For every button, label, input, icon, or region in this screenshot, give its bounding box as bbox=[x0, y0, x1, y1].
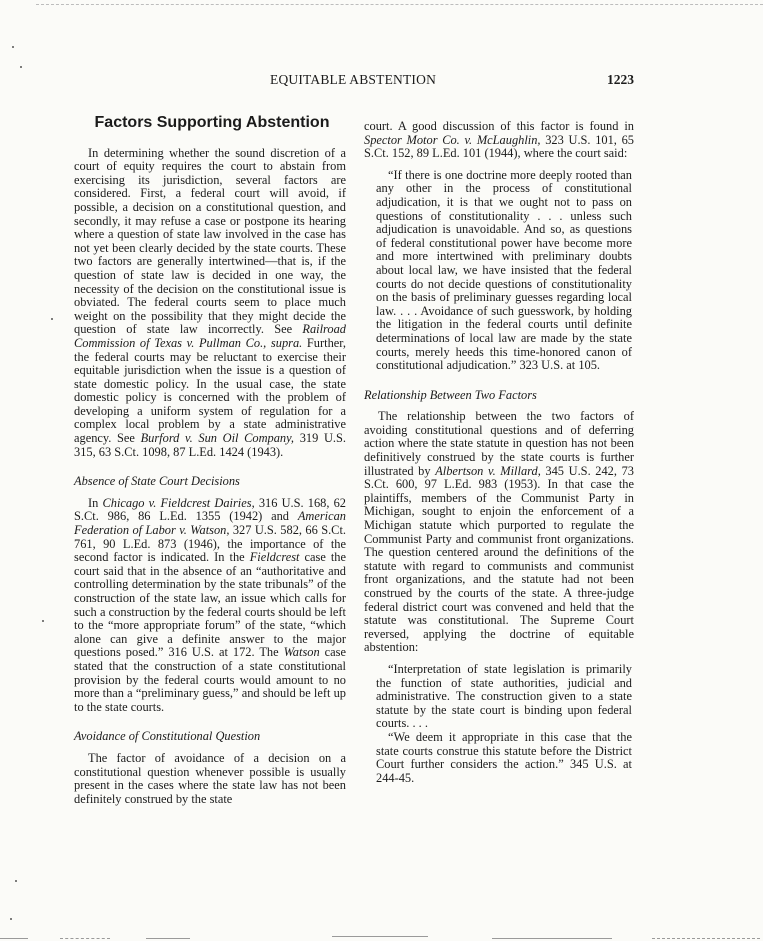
text: In bbox=[88, 495, 103, 510]
paragraph-relationship bbox=[364, 410, 634, 655]
right-column bbox=[364, 120, 634, 785]
block-quote-albertson-continued: “We deem it appropriate in this case that the state courts construe this statute before the District Court further considers the action.” 345 U.S. at 244-45. bbox=[376, 729, 632, 785]
text: The relationship between the two factors of avoiding constitutional questions and of deferring action where the state statute in question has not been definitively construed by the state courts is further illustrated by bbox=[364, 409, 634, 478]
text: 316 U.S. 168, 62 S.Ct. 986, 86 L.Ed. 1355 (1942) and bbox=[74, 495, 346, 524]
text: 319 U.S. 315, 63 S.Ct. 1098, 87 L.Ed. 1424 (1943). bbox=[74, 431, 346, 459]
scan-edge-line bbox=[492, 938, 612, 939]
scan-edge-line bbox=[146, 938, 190, 939]
case-citation: Albertson v. Millard, bbox=[435, 463, 541, 478]
running-head bbox=[74, 72, 634, 92]
page-number: 1223 bbox=[607, 72, 634, 87]
text: Further, the federal courts may be reluctant to exercise their equitable jurisdiction when the issue is a question of state domestic policy. In the usual case, the state domestic policy is concerned with the problem of developing a uniform system of regulation for a complex local problem by a state administrative agency. See bbox=[74, 335, 346, 446]
case-citation: Spector Motor Co. v. McLaughlin, bbox=[364, 132, 541, 147]
text: case the court said that in the absence of an “authoritative and controlling determination by the state tribunals” of the construction of the state law, an issue which calls for such a construction by the federal courts should be left to the “more appropriate forum” of the state, “which alone can give a definite answer to the major questions posed.” 316 U.S. at 172. The bbox=[74, 550, 346, 660]
case-citation: Burford v. Sun Oil Company, bbox=[140, 431, 295, 446]
paragraph-factors bbox=[74, 147, 346, 460]
text: 323 U.S. 101, 65 S.Ct. 152, 89 L.Ed. 101 (1944), where the court said: bbox=[364, 132, 634, 161]
scan-mark bbox=[12, 46, 14, 48]
case-citation: Watson bbox=[283, 645, 320, 660]
text: case stated that the construction of a state constitutional provision by the federal courts would amount to no more than a “preliminary guess,” and should be left up to the state courts. bbox=[74, 645, 346, 714]
subheading-relationship-between-two-factors: Relationship Between Two Factors bbox=[364, 387, 537, 402]
scan-edge-dots bbox=[36, 4, 763, 5]
scan-mark bbox=[51, 318, 53, 320]
text: court. A good discussion of this factor is found in bbox=[364, 119, 634, 133]
text: 327 U.S. 582, 66 S.Ct. 761, 90 L.Ed. 873 (1946), the importance of the second factor is indicated. In the bbox=[74, 523, 346, 565]
scan-edge-line bbox=[652, 938, 760, 939]
case-citation: Fieldcrest bbox=[249, 550, 300, 565]
left-column bbox=[74, 116, 346, 806]
case-citation: Railroad Commission of Texas v. Pullman Co., supra. bbox=[74, 322, 346, 350]
scan-mark bbox=[10, 918, 12, 920]
text: In determining whether the sound discretion of a court of equity requires the court to abstain from exercising its jurisdiction, several factors are considered. First, a federal court will avoid, if possible, a decision on a constitutional question, and secondly, it may refuse a case or postpone its hearing where a question of state law involved in the case has not yet been clearly decided by the state courts. These two factors are generally intertwined—that is, if the question of state law is decided in one way, the necessity of the decision on the constitutional issue is obviated. The federal courts seem to place much weight on the possibility that they might decide the question of state law incorrectly. See bbox=[74, 145, 346, 337]
scan-edge-line bbox=[0, 938, 28, 939]
scan-mark bbox=[42, 620, 44, 622]
subheading-avoidance-of-constitutional-question: Avoidance of Constitutional Question bbox=[74, 729, 261, 744]
scan-edge-line bbox=[60, 938, 110, 939]
scan-mark bbox=[15, 880, 17, 882]
scan-edge-line bbox=[332, 936, 428, 937]
block-quote-albertson: “Interpretation of state legislation is primarily the function of state authorities, judicial and administrative. The construction given to a state statute by the state court is binding upon federal courts. . . . bbox=[376, 661, 632, 731]
paragraph-absence bbox=[74, 497, 346, 715]
paragraph-continuation bbox=[364, 120, 634, 161]
paragraph-avoidance: The factor of avoidance of a decision on a constitutional question whenever possible is usually present in the cases where the state law has not been definitely construed by the state bbox=[74, 750, 346, 806]
running-head-title: EQUITABLE ABSTENTION bbox=[270, 72, 437, 87]
section-heading: Factors Supporting Abstention bbox=[94, 114, 330, 131]
block-quote-spector: “If there is one doctrine more deeply rooted than any other in the process of constitutional adjudication, it is that we ought not to pass on questions of constitutionality . . . unless such adjudication is unavoidable. And so, as questions of federal constitutional power have become more and more intertwined with preliminary doubts about local law, we have insisted that the federal courts do not decide questions of constitutionality on the basis of preliminary guesses regarding local law. . . . Avoidance of such guesswork, by holding the litigation in the federal courts until definite determinations of local law are made by the state courts, merely heeds this time-honored canon of constitutional adjudication.” 323 U.S. at 105. bbox=[376, 167, 632, 373]
case-citation: Chicago v. Fieldcrest Dairies, bbox=[102, 495, 255, 510]
case-citation: American Federation of Labor v. Watson, bbox=[74, 509, 346, 538]
text: 345 U.S. 242, 73 S.Ct. 600, 97 L.Ed. 983 (1953). In that case the plaintiffs, members of the Communist Party in Michigan, sought to enjoin the enforcement of a Michigan statute which purported to regulate the Communist Party and communist front organizations. The question centered around the definitions of the statute with regard to communists and communist front organizations, and the statute had not been construed by the courts of the state. A three-judge federal district court was convened and held that the statute was constitutional. The Supreme Court reversed, applying the doctrine of equitable abstention: bbox=[364, 463, 634, 655]
subheading-absence-of-state-court-decisions: Absence of State Court Decisions bbox=[74, 474, 240, 489]
scan-mark bbox=[20, 66, 22, 68]
